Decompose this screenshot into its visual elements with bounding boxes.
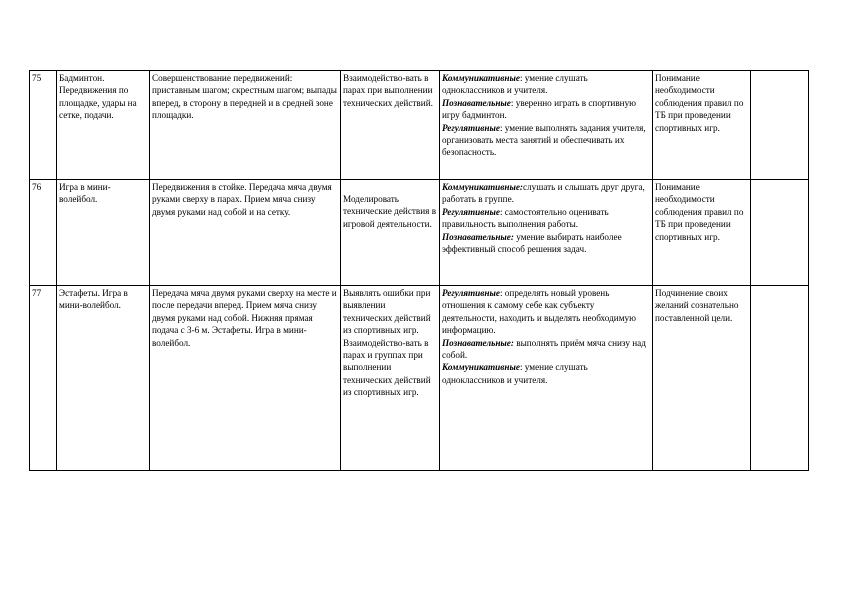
uud-text: : самостоятельно оценивать правильность выполнения работы. [442, 206, 609, 230]
uud-text: : умение слушать одноклассников и учителя. [442, 362, 588, 385]
uud-text: выполнять приём мяча снизу над собой. [442, 337, 646, 361]
student-activity: Выявлять ошибки при выявлении технических действий из спортивных игр. Взаимодейство-вать в парах и группах при выполнении технических действий из спортивных игр. [341, 286, 440, 471]
uud-text: : умение выполнять задания учителя, организовать места занятий и обеспечивать их безопасность. [442, 122, 646, 158]
uud-cell [440, 180, 653, 286]
uud-text: слушать и слышать друг друга, работать в группе. [442, 182, 645, 205]
uud-text: : умение слушать одноклассников и учителя. [442, 73, 588, 96]
lesson-content: Совершенствование передвижений: приставным шагом; скрестным шагом; выпады вперед, в сторону в передней и в средней зоне площадки. [150, 71, 341, 180]
uud-item [442, 287, 650, 337]
uud-label: Коммуникативные [442, 73, 520, 83]
lesson-topic: Бадминтон. Передвижения по площадке, удары на сетке, подачи. [57, 71, 150, 180]
personal-results: Понимание необходимости соблюдения правил по ТБ при проведении спортивных игр. [653, 180, 751, 286]
uud-label: Регулятивные [442, 122, 500, 133]
uud-label: Регулятивные [442, 206, 500, 217]
uud-label: Познавательные: [442, 231, 514, 242]
uud-cell [440, 286, 653, 471]
lesson-number: 77 [30, 286, 57, 471]
uud-item [442, 97, 650, 122]
uud-item [442, 361, 650, 386]
uud-label: Познавательные [442, 97, 511, 108]
uud-cell [440, 71, 653, 180]
lesson-topic: Эстафеты. Игра в мини-волейбол. [57, 286, 150, 471]
table-row [30, 71, 809, 180]
uud-text: умение выбирать наиболее эффективный способ решения задач. [442, 231, 622, 255]
uud-item [442, 231, 650, 256]
extra-cell [751, 71, 809, 180]
lesson-content: Передача мяча двумя руками сверху на месте и после передачи вперед. Прием мяча снизу двумя руками над собой. Нижняя прямая подача с 3-6 м. Эстафеты. Игра в мини-волейбол. [150, 286, 341, 471]
uud-item [442, 72, 650, 97]
personal-results: Понимание необходимости соблюдения правил по ТБ при проведении спортивных игр. [653, 71, 751, 180]
uud-label: Регулятивные [442, 288, 500, 298]
personal-results: Подчинение своих желаний сознательно поставленной цели. [653, 286, 751, 471]
uud-item [442, 206, 650, 231]
lesson-plan-table [29, 70, 809, 471]
uud-text: : определять новый уровень отношения к самому себе как субъекту деятельности, находить и выделять необходимую информацию. [442, 288, 636, 336]
uud-text: : уверенно играть в спортивную игру бадминтон. [442, 97, 637, 121]
student-activity [341, 180, 440, 286]
lesson-number: 75 [30, 71, 57, 180]
student-activity-text: Моделировать технические действия в игровой деятельности. [343, 194, 437, 229]
lesson-number: 76 [30, 180, 57, 286]
table-row [30, 286, 809, 471]
lesson-topic: Игра в мини-волейбол. [57, 180, 150, 286]
lesson-content: Передвижения в стойке. Передача мяча двумя руками сверху в парах. Прием мяча снизу двумя руками над собой и на сетку. [150, 180, 341, 286]
uud-item [442, 337, 650, 362]
extra-cell [751, 286, 809, 471]
extra-cell [751, 180, 809, 286]
uud-label: Коммуникативные [442, 362, 520, 373]
uud-label: Коммуникативные: [442, 182, 523, 192]
uud-label: Познавательные: [442, 337, 514, 348]
student-activity: Взаимодейство-вать в парах при выполнении технических действий. [341, 71, 440, 180]
uud-item [442, 122, 650, 159]
uud-item [442, 181, 650, 206]
table-row [30, 180, 809, 286]
